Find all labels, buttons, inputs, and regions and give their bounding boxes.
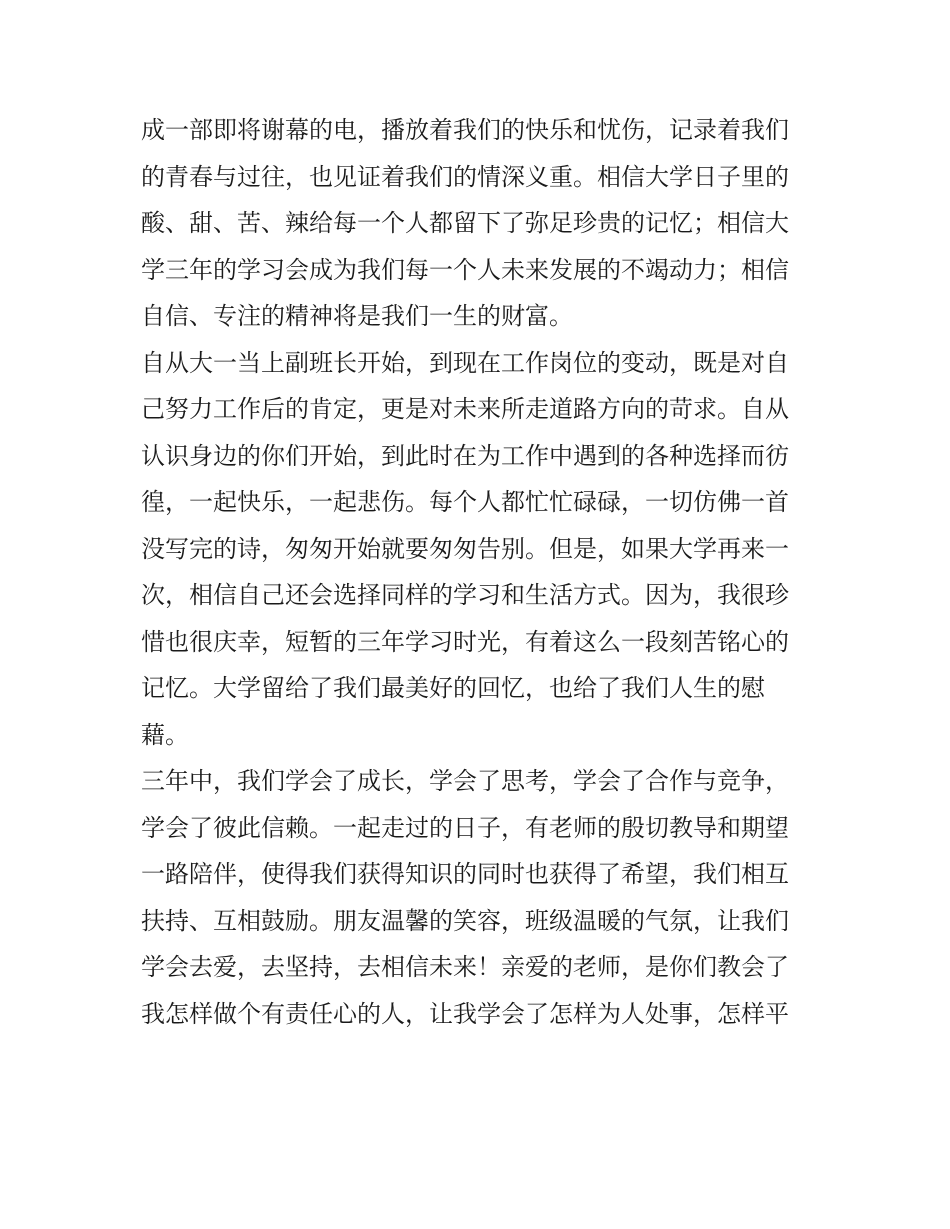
text-line: 成一部即将谢幕的电，播放着我们的快乐和忧伤，记录着我们 [141, 116, 789, 144]
text-line: 己努力工作后的肯定，更是对未来所走道路方向的苛求。自从 [141, 395, 789, 423]
text-line: 一路陪伴，使得我们获得知识的同时也获得了希望，我们相互 [141, 860, 789, 888]
text-line: 记忆。大学留给了我们最美好的回忆，也给了我们人生的慰 [141, 674, 765, 702]
text-line: 学会去爱，去坚持，去相信未来！亲爱的老师，是你们教会了 [141, 953, 789, 981]
text-line: 没写完的诗，匆匆开始就要匆匆告别。但是，如果大学再来一 [141, 534, 789, 563]
text-line: 认识身边的你们开始，到此时在为工作中遇到的各种选择而彷 [141, 441, 789, 470]
text-line: 我怎样做个有责任心的人，让我学会了怎样为人处事，怎样平 [141, 999, 789, 1028]
paragraph-2 [141, 340, 813, 759]
text-line: 次，相信自己还会选择同样的学习和生活方式。因为，我很珍 [141, 581, 789, 609]
text-line: 藉。 [141, 720, 189, 749]
text-line: 自信、专注的精神将是我们一生的财富。 [141, 302, 573, 330]
text-line: 惜也很庆幸，短暂的三年学习时光，有着这么一段刻苦铭心的 [141, 627, 789, 656]
paragraph-3 [141, 758, 813, 1037]
text-line: 三年中，我们学会了成长，学会了思考，学会了合作与竞争， [141, 767, 789, 795]
document-body [141, 107, 813, 1037]
text-line: 学三年的学习会成为我们每一个人未来发展的不竭动力；相信 [141, 255, 789, 284]
text-line: 自从大一当上副班长开始，到现在工作岗位的变动，既是对自 [141, 348, 789, 377]
text-line: 徨，一起快乐，一起悲伤。每个人都忙忙碌碌，一切仿佛一首 [141, 488, 789, 516]
text-line: 扶持、互相鼓励。朋友温馨的笑容，班级温暖的气氛，让我们 [141, 906, 789, 935]
text-line: 的青春与过往，也见证着我们的情深义重。相信大学日子里的 [141, 162, 789, 191]
paragraph-1 [141, 107, 813, 340]
text-line: 学会了彼此信赖。一起走过的日子，有老师的殷切教导和期望 [141, 813, 789, 842]
text-line: 酸、甜、苦、辣给每一个人都留下了弥足珍贵的记忆；相信大 [141, 209, 789, 237]
